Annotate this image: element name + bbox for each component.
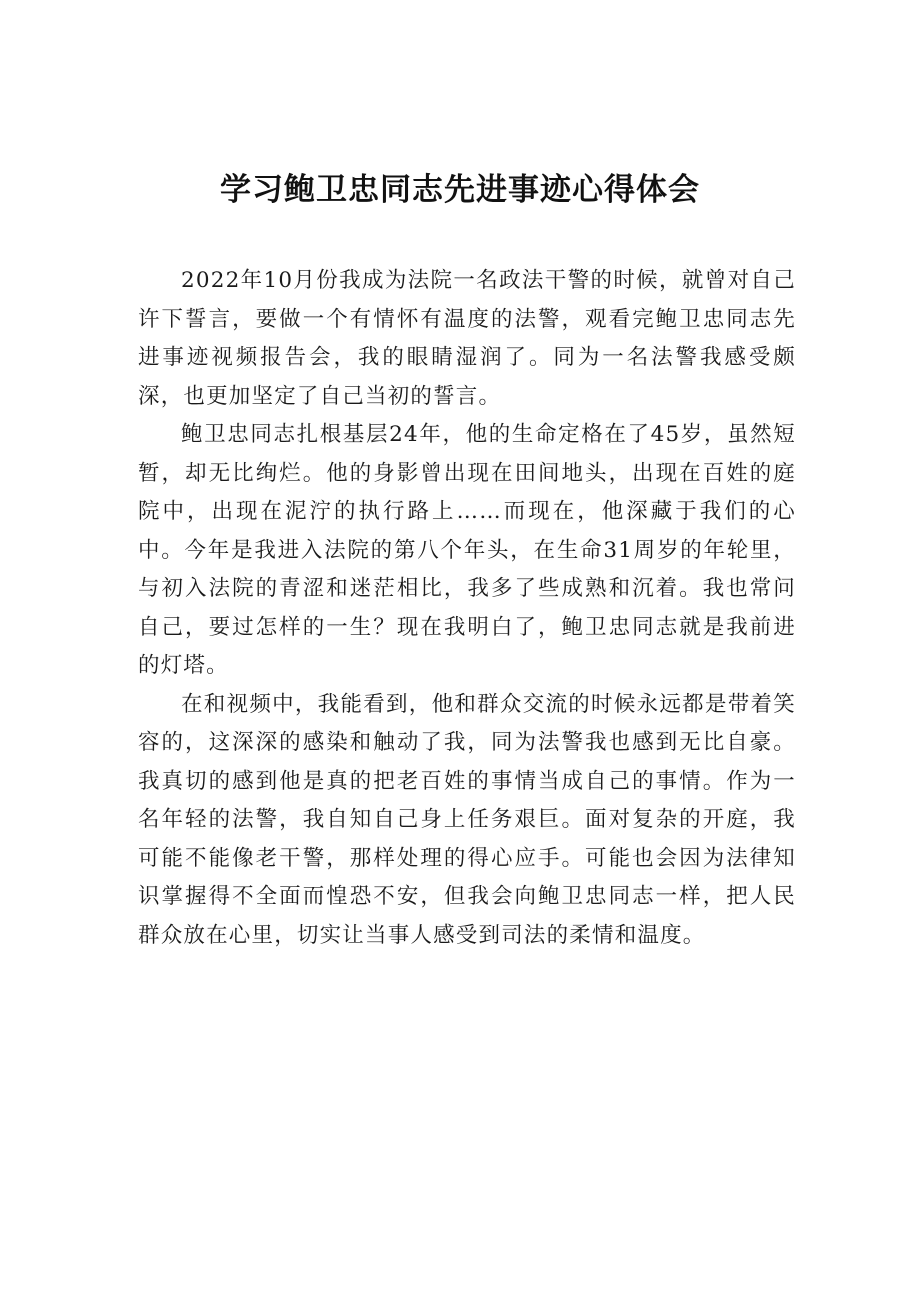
- paragraph-1: 2022年10月份我成为法院一名政法干警的时候，就曾对自己许下誓言，要做一个有情怀有温度的法警，观看完鲍卫忠同志先进事迹视频报告会，我的眼睛湿润了。同为一名法警我感受颇深，也更加坚定了自己当初的誓言。: [138, 268, 796, 409]
- paragraph-3: 在和视频中，我能看到，他和群众交流的时候永远都是带着笑容的，这深深的感染和触动了我，同为法警我也感到无比自豪。我真切的感到他是真的把老百姓的事情当成自己的事情。作为一名年轻的法警，我自知自己身上任务艰巨。面对复杂的开庭，我可能不能像老干警，那样处理的得心应手。可能也会因为法律知识掌握得不全面而惶恐不安，但我会向鲍卫忠同志一样，把人民群众放在心里，切实让当事人感受到司法的柔情和温度。: [138, 691, 796, 948]
- document-body: [138, 262, 796, 955]
- page-title: 学习鲍卫忠同志先进事迹心得体会: [220, 172, 700, 208]
- paragraph-2: 鲍卫忠同志扎根基层24年，他的生命定格在了45岁，虽然短暂，却无比绚烂。他的身影曾出现在田间地头，出现在百姓的庭院中，出现在泥泞的执行路上……而现在，他深藏于我们的心中。今年是我进入法院的第八个年头，在生命31周岁的年轮里，与初入法院的青涩和迷茫相比，我多了些成熟和沉着。我也常问自己，要过怎样的一生？现在我明白了，鲍卫忠同志就是我前进的灯塔。: [138, 422, 796, 678]
